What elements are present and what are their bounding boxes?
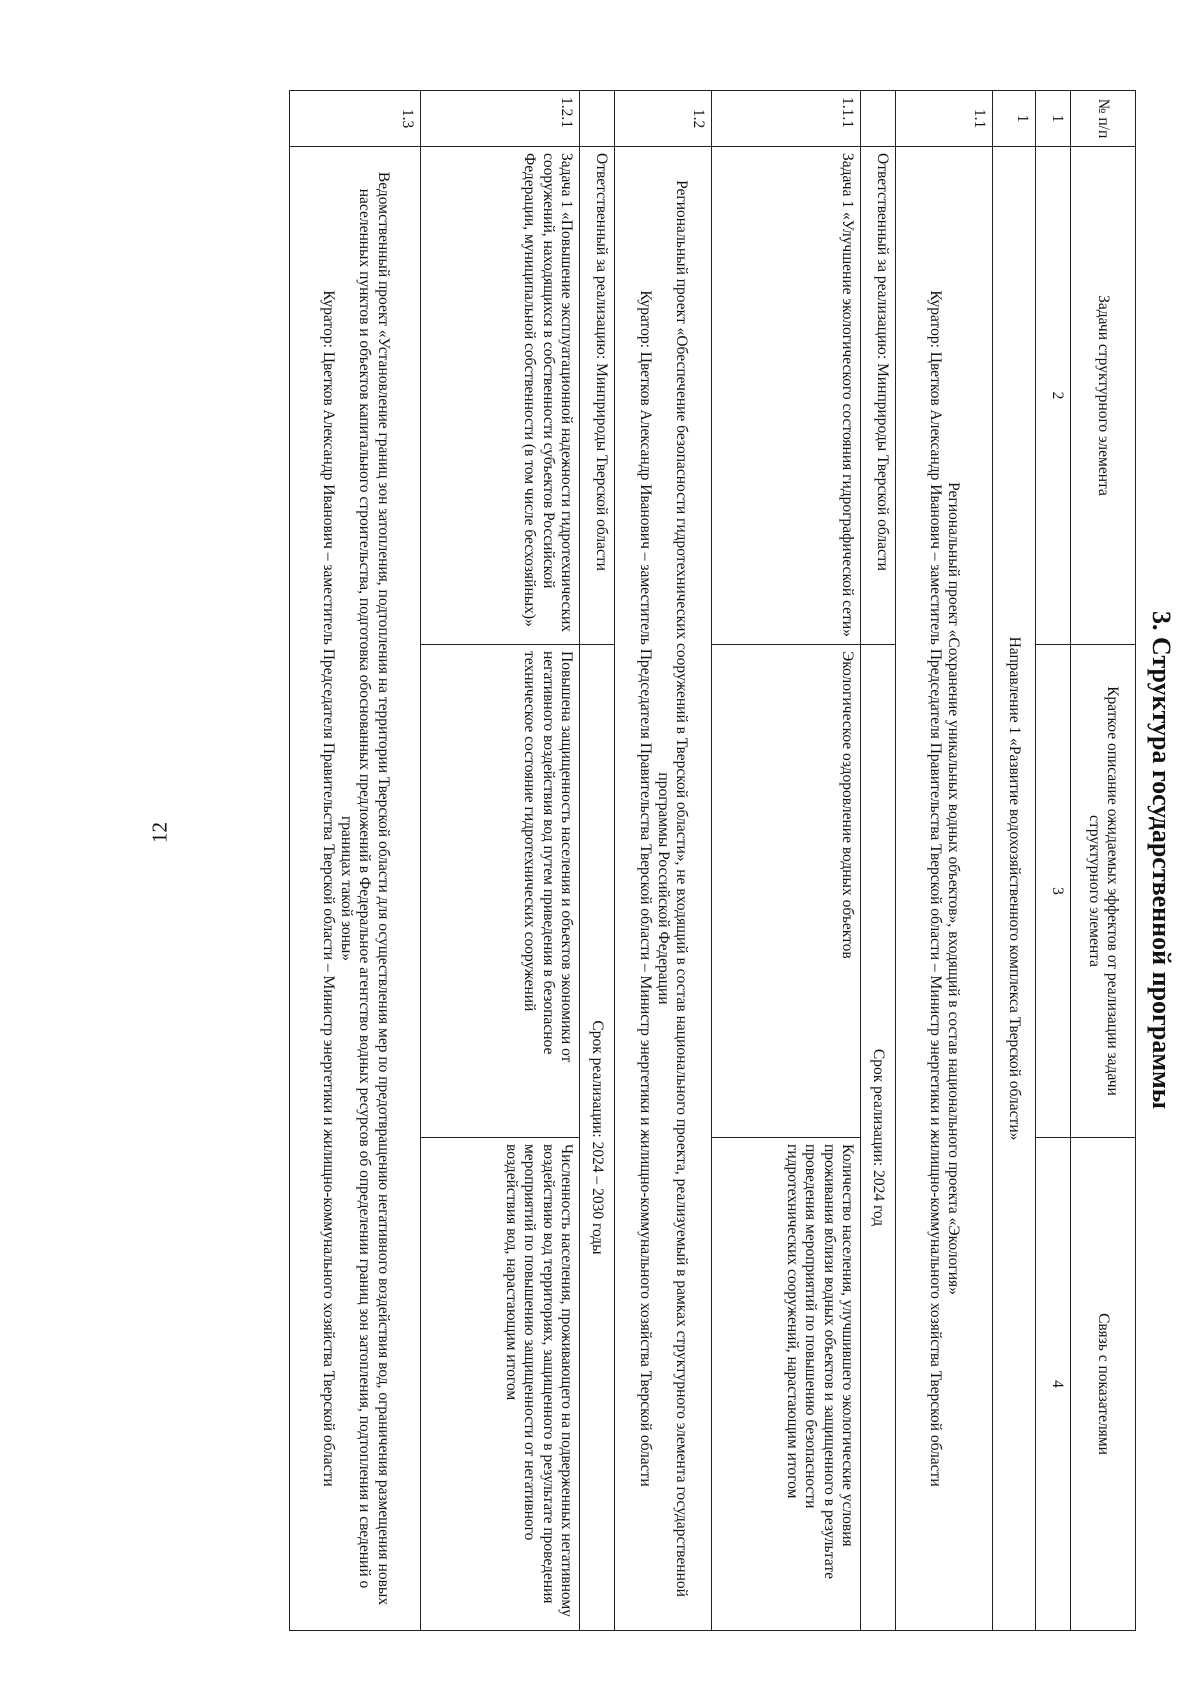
link-text: Количество населения, улучшившего экологические условия проживания вблизи водных объектов и защищенного в результате проведения мероприятий по повышению безопасности гидротехнических сооружений, нарастающим итогом — [712, 1138, 861, 1631]
empty-cell — [861, 91, 896, 147]
task-num: 1.2.1 — [421, 91, 580, 147]
project-description — [615, 147, 712, 1631]
project-row — [615, 91, 712, 1631]
rotated-page-content — [206, 90, 1186, 1630]
project-num: 1.3 — [290, 91, 421, 147]
term-cell: Срок реализации: 2024 год — [861, 645, 896, 1631]
header-num: № п/п — [1071, 91, 1136, 147]
responsible-row — [861, 91, 896, 1631]
project-title: Региональный проект «Сохранение уникальных водных объектов», входящий в состав национального проекта «Экология» — [945, 482, 963, 1295]
project-title: Ведомственный проект «Установление границ зон затопления, подтопления на территории Тверской области для осуществления мер по предотвращению негативного воздействия вод, ограничения размещения новых населенных пунктов и объектов капитального строительства, подготовка обоснованных предложений в Федеральное агентство водных ресурсов об определении границ зон затопления, подтопления и сведений о границах такой зоны» — [338, 171, 392, 1606]
index-cell: 1 — [1036, 91, 1071, 147]
column-index-row — [1036, 91, 1071, 1631]
header-link: Связь с показателями — [1071, 1138, 1136, 1631]
direction-title: Направление 1 «Развитие водохозяйственного комплекса Тверской области» — [993, 147, 1036, 1631]
direction-num: 1 — [993, 91, 1036, 147]
project-row — [290, 91, 421, 1631]
header-tasks: Задачи структурного элемента — [1071, 147, 1136, 645]
link-text: Численность населения, проживающего на подверженных негативному воздействию вод территориях, защищенного в результате проведения мероприятий по повышению защищенности от негативного воздействия вод, нарастающим итогом — [421, 1138, 580, 1631]
task-row — [421, 91, 580, 1631]
effect-text: Экологическое оздоровление водных объектов — [712, 645, 861, 1138]
responsible-row — [580, 91, 615, 1631]
project-description — [896, 147, 993, 1631]
project-description — [290, 147, 421, 1631]
effect-text: Повышена защищенность населения и объектов экономики от негативного воздействия вод путем приведения в безопасное техническое состояние гидротехнических сооружений — [421, 645, 580, 1138]
task-text: Задача 1 «Повышение эксплуатационной надежности гидротехнических сооружений, находящихся в собственности субъектов Российской Федерации, муниципальной собственности (в том числе бесхозяйных)» — [421, 147, 580, 645]
task-num: 1.1.1 — [712, 91, 861, 147]
empty-cell — [580, 91, 615, 147]
program-structure-table — [289, 90, 1136, 1631]
header-effects: Краткое описание ожидаемых эффектов от реализации задачи структурного элемента — [1071, 645, 1136, 1138]
index-cell: 4 — [1036, 1138, 1071, 1631]
index-cell: 2 — [1036, 147, 1071, 645]
index-cell: 3 — [1036, 645, 1071, 1138]
section-title: 3. Структура государственной программы — [1147, 610, 1176, 1110]
table-header-row — [1071, 91, 1136, 1631]
direction-row — [993, 91, 1036, 1631]
responsible-cell: Ответственный за реализацию: Минприроды Тверской области — [580, 147, 615, 645]
task-row — [712, 91, 861, 1631]
project-num: 1.1 — [896, 91, 993, 147]
project-num: 1.2 — [615, 91, 712, 147]
project-title: Региональный проект «Обеспечение безопасности гидротехнических сооружений в Тверской области», не входящий в состав национального проекта, реализуемый в рамках структурного элемента государственной программы Российской Федерации — [655, 180, 691, 1597]
project-row — [896, 91, 993, 1631]
project-curator: Куратор: Цветков Александр Иванович – заместитель Председателя Правительства Тверской области – Министр энергетики и жилищно-коммунального хозяйства Тверской области — [636, 290, 654, 1487]
responsible-cell: Ответственный за реализацию: Минприроды Тверской области — [861, 147, 896, 645]
page-number: 12 — [147, 822, 172, 843]
term-cell: Срок реализации: 2024 – 2030 годы — [580, 645, 615, 1631]
project-curator: Куратор: Цветков Александр Иванович – заместитель Председателя Правительства Тверской области – Министр энергетики и жилищно-коммунального хозяйства Тверской области — [319, 290, 337, 1487]
project-curator: Куратор: Цветков Александр Иванович – заместитель Председателя Правительства Тверской области – Министр энергетики и жилищно-коммунального хозяйства Тверской области — [927, 290, 944, 1487]
task-text: Задача 1 «Улучшение экологического состояния гидрографической сети» — [712, 147, 861, 645]
